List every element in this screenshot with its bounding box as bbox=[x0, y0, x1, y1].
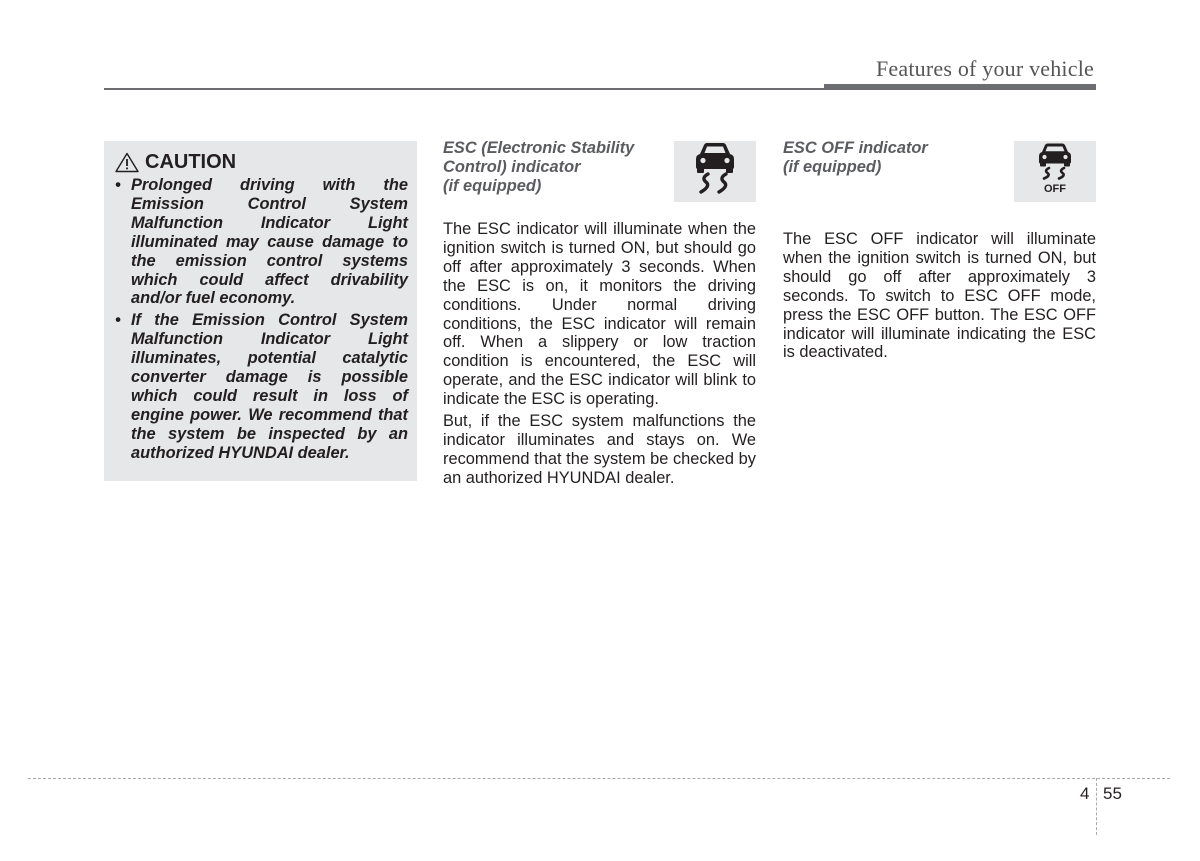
esc-off-heading: ESC OFF indicator (if equipped) bbox=[783, 139, 928, 176]
esc-off-body bbox=[783, 230, 1096, 365]
caution-item: • Prolonged driving with the Emission Control System Malfunction Indicator Light illuminated may cause damage to the emission control systems which could affect drivability and/or fuel economy. bbox=[115, 176, 408, 308]
caution-heading bbox=[115, 151, 408, 174]
section-number: 4 bbox=[1080, 784, 1090, 803]
esc-indicator-icon-box bbox=[674, 141, 756, 202]
esc-off-paragraph: The ESC OFF indicator will illuminate when the ignition switch is turned ON, but should go off after approximately 3 seconds. To switch to ESC OFF mode, press the ESC OFF button. The ESC OFF indicator will illuminate indicating the ESC is deactivated. bbox=[783, 230, 1096, 362]
esc-off-indicator-icon-box bbox=[1014, 141, 1096, 202]
esc-paragraph: The ESC indicator will illuminate when the ignition switch is turned ON, but should go off after approximately 3 seconds. When the ESC is on, it monitors the driving conditions. Under normal driving conditions, the ESC indicator will remain off. When a slippery or low traction condition is encountered, the ESC will operate, and the ESC indicator will blink to indicate the ESC is operating. bbox=[443, 220, 756, 409]
esc-heading: ESC (Electronic Stability Control) indicator (if equipped) bbox=[443, 139, 635, 195]
warning-triangle-icon bbox=[115, 152, 139, 173]
esc-off-icon bbox=[1034, 142, 1076, 201]
caution-title: CAUTION bbox=[145, 151, 237, 173]
esc-paragraph: But, if the ESC system malfunctions the indicator illuminates and stays on. We recommend that the system be checked by an authorized HYUNDAI dealer. bbox=[443, 412, 756, 487]
header-rule-accent bbox=[824, 84, 1096, 90]
footer-divider bbox=[1096, 778, 1097, 835]
footer-rule bbox=[28, 778, 1170, 779]
page-header-title: Features of your vehicle bbox=[875, 56, 1094, 81]
esc-body bbox=[443, 220, 756, 491]
esc-skidding-car-icon bbox=[692, 142, 738, 201]
page-number: 55 bbox=[1103, 784, 1122, 803]
esc-off-icon-label: OFF bbox=[1044, 183, 1066, 195]
caution-item: • If the Emission Control System Malfunction Indicator Light illuminates, potential catalytic converter damage is possible which could result in loss of engine power. We recommend that the system be inspected by an authorized HYUNDAI dealer. bbox=[115, 311, 408, 462]
caution-list bbox=[115, 176, 408, 463]
caution-box bbox=[104, 141, 417, 481]
